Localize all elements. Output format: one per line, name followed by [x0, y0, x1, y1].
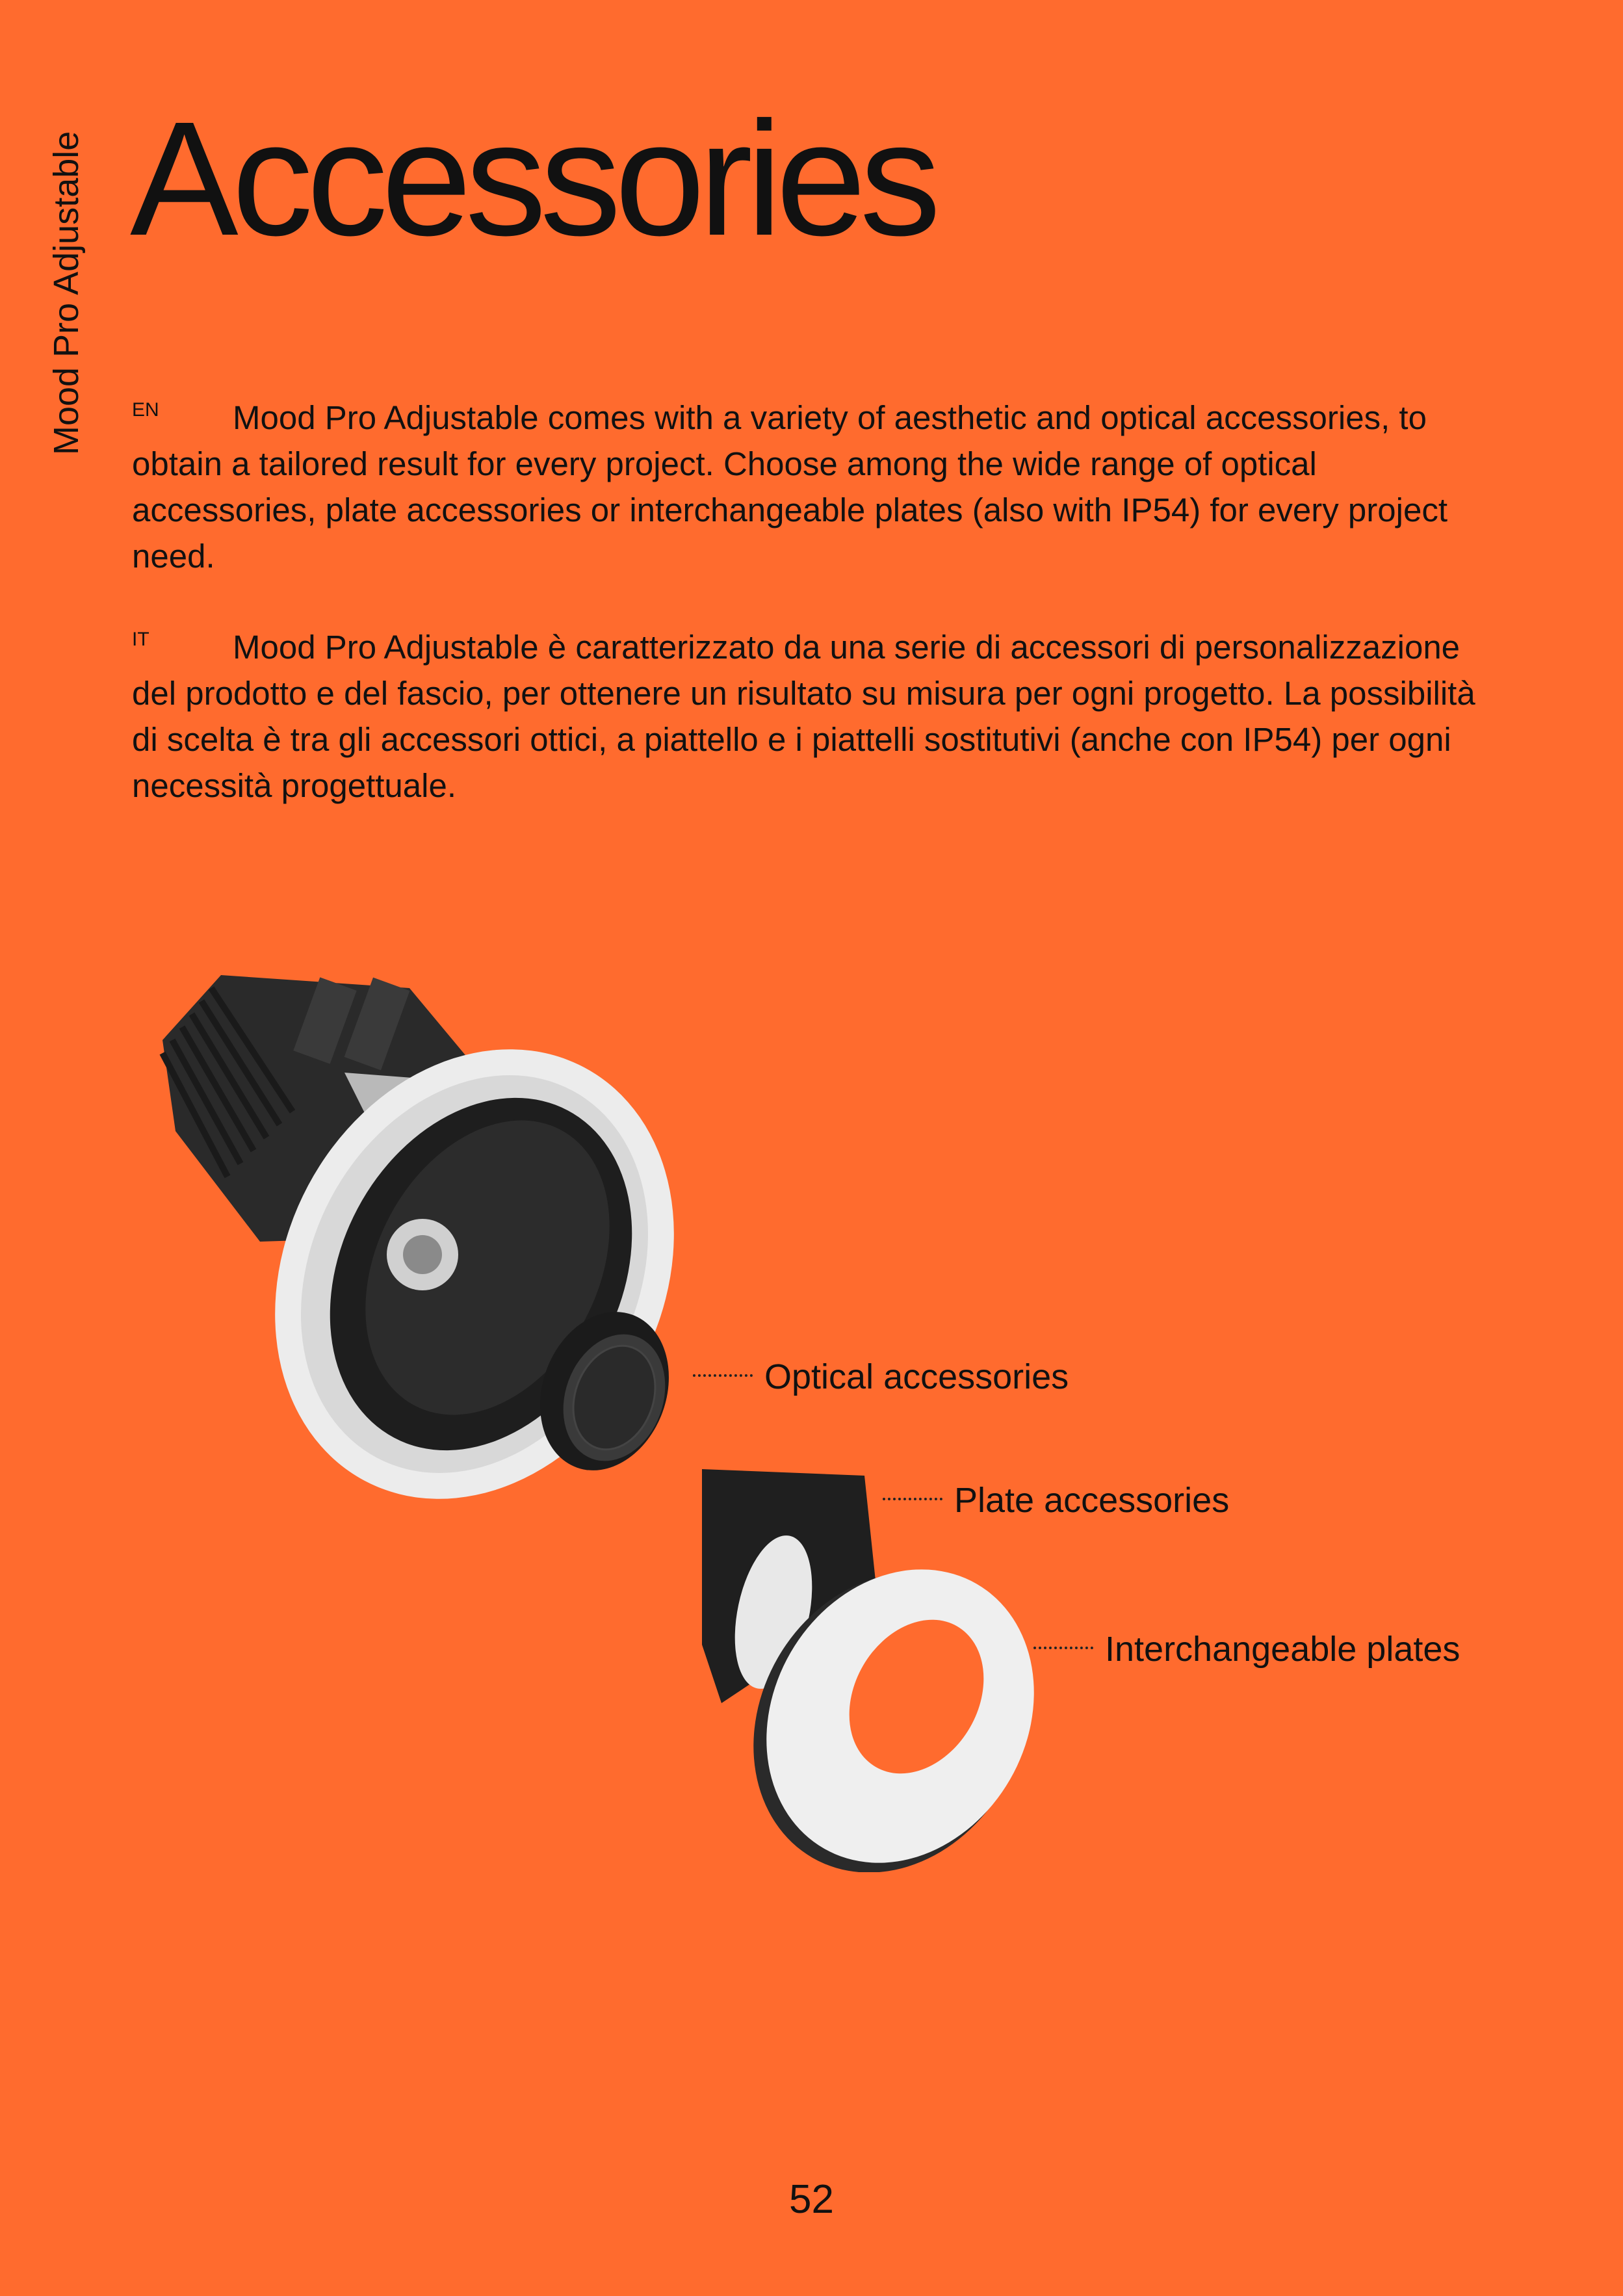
callout-optical-accessories — [693, 1356, 1069, 1398]
lang-tag-en: EN — [132, 399, 159, 421]
paragraph-it — [132, 616, 1490, 809]
paragraph-it-text: Mood Pro Adjustable è caratterizzato da una serie di accessori di personalizzazione del prodotto e del fascio, per ottenere un risultato su misura per ogni progetto. La possibilità di scelta è tra gli accessori ottici, a piattello e i piattelli sostitutivi (anche con IP54) per ogni necessità progettuale. — [132, 629, 1475, 804]
callout-interchangeable-label: Interchangeable plates — [1105, 1630, 1461, 1669]
leader-dots — [693, 1374, 753, 1377]
leader-dots — [883, 1498, 942, 1500]
paragraph-en — [132, 387, 1490, 579]
callout-interchangeable-plates — [1033, 1628, 1460, 1670]
paragraph-en-text: Mood Pro Adjustable comes with a variety of aesthetic and optical accessories, to obtain a tailored result for every project. Choose among the wide range of optical accessories, plate accessories or interchangeable plates (also with IP54) for every project need. — [132, 399, 1448, 575]
callout-plate-label: Plate accessories — [954, 1481, 1230, 1520]
callout-optical-label: Optical accessories — [764, 1357, 1069, 1396]
side-product-label: Mood Pro Adjustable — [47, 131, 86, 455]
leader-dots — [1033, 1647, 1093, 1649]
callout-plate-accessories — [883, 1480, 1229, 1521]
lang-tag-it: IT — [132, 629, 149, 650]
page-title: Accessories — [130, 88, 935, 269]
product-exploded-illustration — [136, 962, 1111, 1872]
page-number: 52 — [789, 2177, 834, 2222]
